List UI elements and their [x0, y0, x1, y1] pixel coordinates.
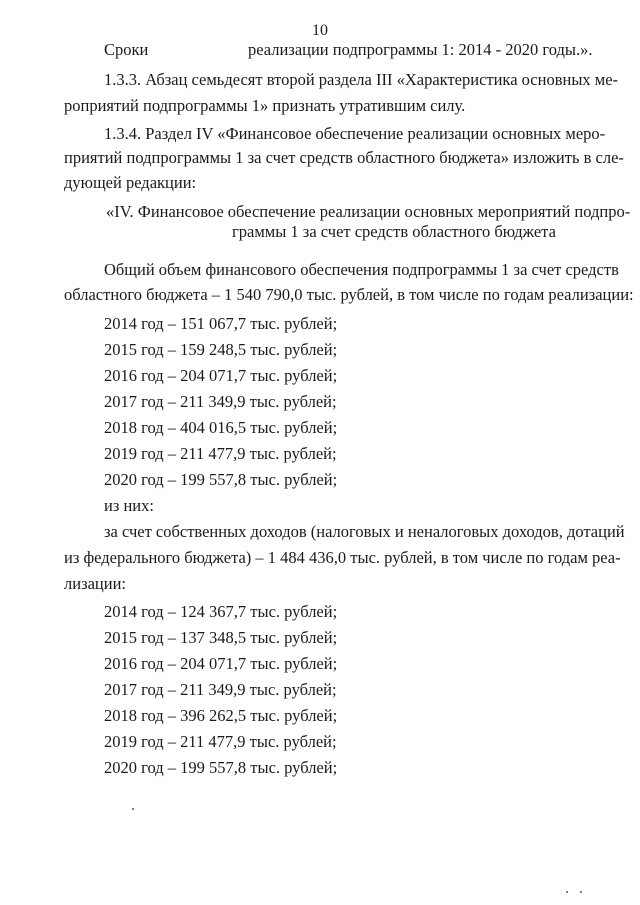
year-amount-line: 2015 год – 159 248,5 тыс. рублей;	[104, 340, 338, 359]
paragraph-line: за счет собственных доходов (налоговых и неналоговых доходов, дотаций	[104, 522, 625, 541]
of-them-label: из них:	[104, 496, 154, 515]
top-line-left: Сроки	[104, 40, 149, 59]
heading-line: «IV. Финансовое обеспечение реализации основных мероприятий подпро-	[106, 202, 631, 221]
heading-line: граммы 1 за счет средств областного бюджета	[232, 222, 556, 241]
year-amount-line: 2019 год – 211 477,9 тыс. рублей;	[104, 732, 337, 751]
paragraph-line: 1.3.4. Раздел IV «Финансовое обеспечение реализации основных меро-	[104, 124, 606, 143]
year-amount-line: 2016 год – 204 071,7 тыс. рублей;	[104, 366, 338, 385]
scan-speck	[566, 891, 568, 893]
paragraph-line: лизации:	[64, 574, 126, 593]
year-amount-line: 2015 год – 137 348,5 тыс. рублей;	[104, 628, 338, 647]
year-amount-line: 2018 год – 404 016,5 тыс. рублей;	[104, 418, 338, 437]
top-line-right: реализации подпрограммы 1: 2014 - 2020 годы.».	[248, 40, 593, 59]
year-amount-line: 2018 год – 396 262,5 тыс. рублей;	[104, 706, 338, 725]
year-amount-line: 2019 год – 211 477,9 тыс. рублей;	[104, 444, 337, 463]
year-amount-line: 2016 год – 204 071,7 тыс. рублей;	[104, 654, 338, 673]
paragraph-line: роприятий подпрограммы 1» признать утратившим силу.	[64, 96, 466, 115]
year-amount-line: 2017 год – 211 349,9 тыс. рублей;	[104, 680, 337, 699]
year-amount-line: 2020 год – 199 557,8 тыс. рублей;	[104, 470, 338, 489]
year-amount-line: 2020 год – 199 557,8 тыс. рублей;	[104, 758, 338, 777]
paragraph-line: приятий подпрограммы 1 за счет средств областного бюджета» изложить в сле-	[64, 148, 624, 167]
paragraph-line: из федерального бюджета) – 1 484 436,0 тыс. рублей, в том числе по годам реа-	[64, 548, 621, 567]
paragraph-line: Общий объем финансового обеспечения подпрограммы 1 за счет средств	[104, 260, 619, 279]
paragraph-line: 1.3.3. Абзац семьдесят второй раздела III «Характеристика основных ме-	[104, 70, 619, 89]
scan-speck	[132, 808, 134, 810]
year-amount-line: 2014 год – 151 067,7 тыс. рублей;	[104, 314, 338, 333]
page-number: 10	[312, 22, 328, 39]
year-amount-line: 2014 год – 124 367,7 тыс. рублей;	[104, 602, 338, 621]
year-amount-line: 2017 год – 211 349,9 тыс. рублей;	[104, 392, 337, 411]
scan-speck	[580, 891, 582, 893]
paragraph-line: областного бюджета – 1 540 790,0 тыс. рублей, в том числе по годам реализации:	[64, 285, 634, 304]
paragraph-line: дующей редакции:	[64, 173, 197, 192]
